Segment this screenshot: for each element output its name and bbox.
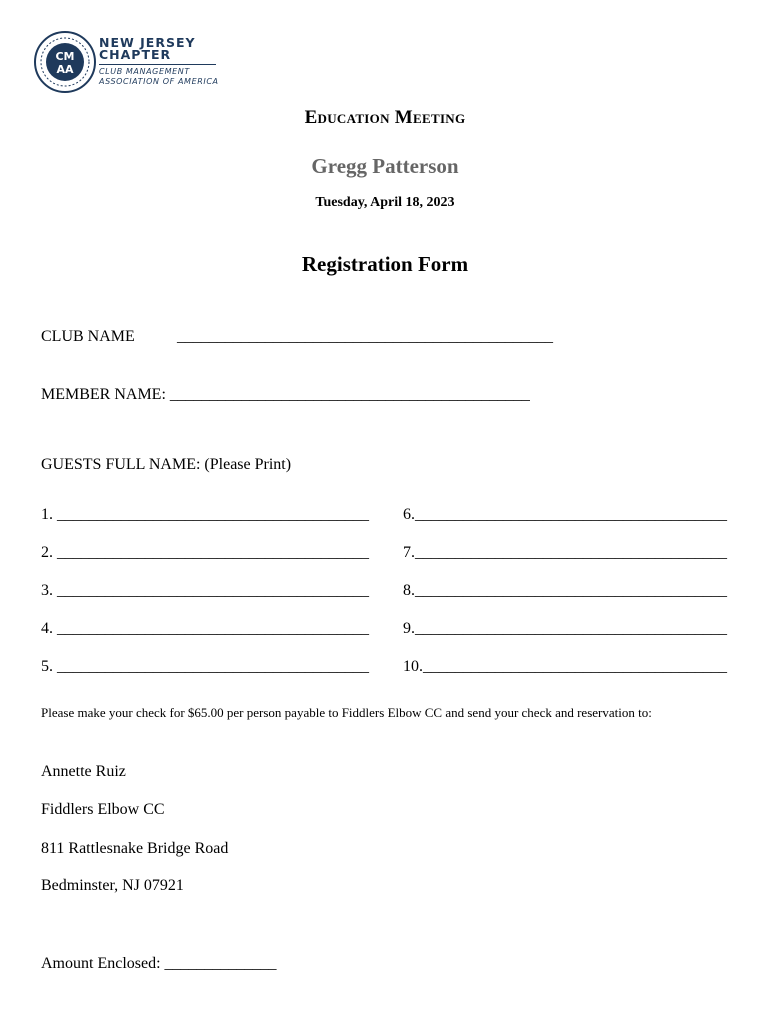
logo-chapter-text <box>99 37 196 61</box>
guest-line-9[interactable]: 9._______________________________________ <box>403 620 727 637</box>
guests-heading: GUESTS FULL NAME: (Please Print) <box>41 456 292 473</box>
address-line-name: Annette Ruiz <box>41 763 126 780</box>
logo-chapter-line2: CHAPTER <box>99 47 172 62</box>
club-name-label: CLUB NAME <box>41 328 135 345</box>
address-line-city: Bedminster, NJ 07921 <box>41 877 184 894</box>
speaker-name: Gregg Patterson <box>311 154 459 178</box>
logo-assoc-line1: CLUB MANAGEMENT <box>99 67 190 76</box>
logo-monogram-top: CM <box>55 50 75 63</box>
member-name-blank[interactable]: _____________________________________________ <box>169 386 530 403</box>
member-name-field[interactable] <box>41 386 530 404</box>
cmaa-seal-icon <box>33 30 97 94</box>
address-line-club: Fiddlers Elbow CC <box>41 801 165 818</box>
guest-line-3[interactable]: 3. _______________________________________ <box>41 582 369 599</box>
guest-line-5[interactable]: 5. _______________________________________ <box>41 658 369 675</box>
logo-divider <box>99 64 216 65</box>
logo-chapter-line1: NEW JERSEY <box>99 35 196 50</box>
member-name-label: MEMBER NAME: <box>41 386 166 403</box>
cmaa-logo <box>33 30 223 94</box>
guest-line-10[interactable]: 10.______________________________________ <box>403 658 727 675</box>
club-name-field[interactable] <box>41 328 553 346</box>
logo-assoc-text <box>99 67 219 86</box>
guest-line-6[interactable]: 6._______________________________________ <box>403 506 727 523</box>
meeting-date: Tuesday, April 18, 2023 <box>315 195 455 210</box>
amount-enclosed-field[interactable]: Amount Enclosed: ______________ <box>41 955 277 972</box>
club-name-blank[interactable]: _______________________________________________ <box>177 328 553 345</box>
guest-line-7[interactable]: 7._______________________________________ <box>403 544 727 561</box>
guest-line-2[interactable]: 2. _______________________________________ <box>41 544 369 561</box>
guest-line-1[interactable]: 1. _______________________________________ <box>41 506 369 523</box>
address-line-street: 811 Rattlesnake Bridge Road <box>41 840 229 857</box>
logo-monogram-bottom: AA <box>56 63 74 76</box>
meeting-title: Education Meeting <box>304 107 466 128</box>
payment-note: Please make your check for $65.00 per person payable to Fiddlers Elbow CC and send your check and reservation to: <box>41 705 652 720</box>
guest-line-8[interactable]: 8._______________________________________ <box>403 582 727 599</box>
form-title: Registration Form <box>301 252 469 276</box>
guest-line-4[interactable]: 4. _______________________________________ <box>41 620 369 637</box>
logo-assoc-line2: ASSOCIATION OF AMERICA <box>99 76 219 86</box>
